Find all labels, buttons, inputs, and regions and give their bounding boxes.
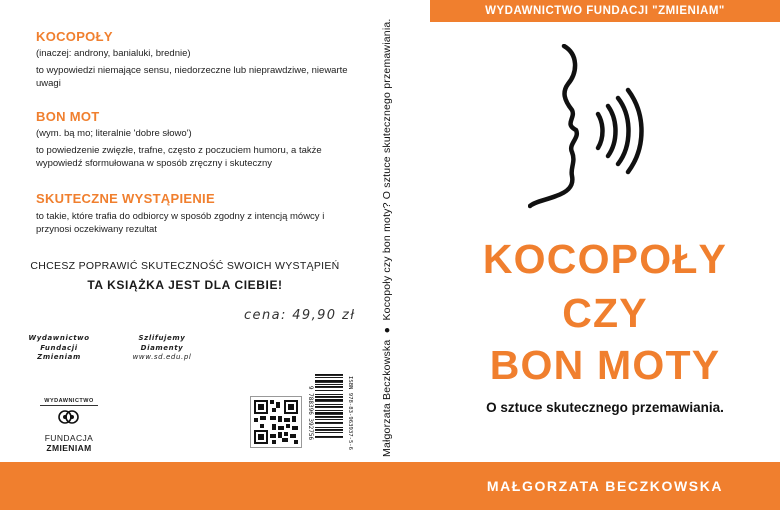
logo-name-line1: FUNDACJA: [44, 433, 94, 443]
term-heading-bon-mot: BON MOT: [36, 109, 100, 124]
spine-text: [381, 18, 393, 457]
fundacja-zmieniam-logo: [40, 398, 98, 453]
term-note-bon-mot: (wym. bą mo; literalnie 'dobre słowo'): [36, 128, 192, 139]
qr-code: [250, 396, 302, 448]
spine-title: Kocopoły czy bon moty? O sztuce skutecznego przemawiania.: [381, 18, 393, 321]
cta-answer: TA KSIĄŻKA JEST DLA CIEBIE!: [87, 278, 283, 292]
publisher-band: [430, 0, 780, 22]
front-title-line3: BON MOTY: [489, 342, 721, 388]
publisher-line2: Fundacji: [40, 343, 78, 352]
term-heading-kocopoly: KOCOPOŁY: [36, 29, 113, 44]
barcode-bar: [315, 406, 343, 408]
term-definition-skuteczne: to takie, które trafia do odbiorcy w sposób zgodny z intencją mówcy i przynosi oczekiwany rezultat: [36, 211, 325, 235]
term-note-kocopoly: (inaczej: androny, banialuki, brednie): [36, 48, 191, 59]
spine-separator: ●: [381, 326, 393, 334]
barcode-bar: [315, 380, 343, 383]
barcode-bar: [315, 410, 343, 411]
partner-line1: Szlifujemy: [138, 334, 186, 342]
front-subtitle: O sztuce skutecznego przemawiania.: [486, 400, 724, 415]
front-author: MAŁGORZATA BECZKOWSKA: [486, 478, 724, 494]
cta-question: CHCESZ POPRAWIĆ SKUTECZNOŚĆ SWOICH WYSTĄPIEŃ: [30, 260, 340, 272]
term-definition-bon-mot: to powiedzenie zwięzłe, trafne, często z poczuciem humoru, a także wypowiedź sformułowana w sposób zręczny i skuteczny: [36, 145, 322, 169]
front-title-line2: CZY: [562, 290, 648, 336]
barcode-bar: [315, 419, 343, 420]
barcode-bar: [315, 390, 343, 391]
partner-signature: [122, 334, 202, 363]
barcode-bar: [315, 427, 343, 428]
publisher-signature: [24, 334, 94, 363]
barcode-digits: 9 788396 392756: [307, 385, 314, 441]
barcode-bar: [315, 399, 343, 402]
logo-name-line2: ZMIENIAM: [46, 443, 92, 453]
term-heading-skuteczne: SKUTECZNE WYSTĄPIENIE: [36, 191, 215, 206]
barcode-bar: [315, 412, 343, 415]
barcode-bar: [315, 416, 343, 418]
price-label: cena: 49,90 zł: [244, 308, 356, 323]
publisher-band-text: WYDAWNICTWO FUNDACJI "ZMIENIAM": [485, 5, 725, 17]
barcode-bar: [315, 396, 343, 398]
barcode-bar: [315, 404, 343, 405]
qr-code-icon: [254, 400, 298, 444]
barcode-bar: [315, 386, 343, 388]
barcode-bar: [315, 432, 343, 433]
isbn-barcode: [305, 370, 353, 456]
barcode-bar: [315, 374, 343, 376]
barcode-bar: [315, 436, 343, 438]
isbn-barcode-icon: [305, 370, 353, 456]
barcode-bars: [315, 374, 343, 438]
fundacja-zmieniam-logo-icon: [57, 409, 81, 427]
sound-waves-icon: [598, 90, 642, 172]
barcode-bar: [315, 377, 343, 378]
isbn-text: ISBN 978-83-963937-5-6: [347, 375, 353, 451]
speaking-head-silhouette-icon: [528, 44, 648, 210]
term-definition-kocopoly: to wypowiedzi niemające sensu, niedorzeczne lub nieprawdziwe, niewarte uwagi: [36, 65, 348, 89]
publisher-line1: Wydawnictwo: [28, 334, 90, 342]
logo-small-label: WYDAWNICTWO: [40, 398, 98, 406]
spine-author: Małgorzata Beczkowska: [381, 339, 393, 457]
publisher-line3: Zmieniam: [37, 353, 81, 361]
barcode-bar: [315, 422, 343, 424]
front-title-line1: KOCOPOŁY: [482, 236, 728, 282]
partner-line2: Diamenty: [140, 343, 184, 352]
barcode-bar: [315, 394, 343, 395]
barcode-bar: [315, 384, 343, 385]
partner-url: www.sd.edu.pl: [132, 353, 192, 361]
barcode-bar: [315, 429, 343, 431]
book-spine: [372, 18, 402, 462]
